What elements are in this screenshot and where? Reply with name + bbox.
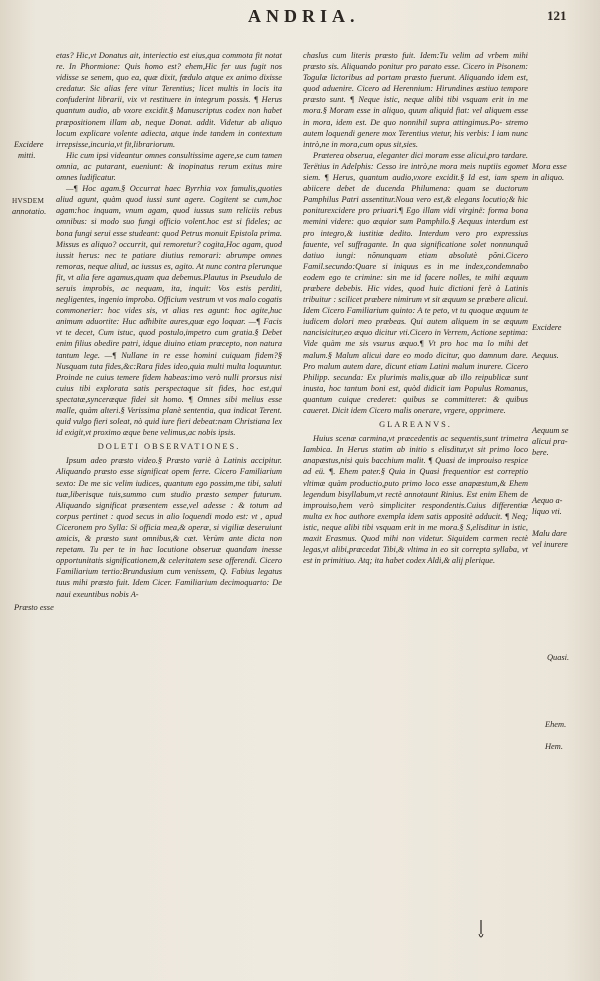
- margin-note: in aliquo.: [532, 173, 565, 182]
- margin-note: liquo vti.: [532, 507, 562, 516]
- paragraph: etas? Hic,vt Donatus ait, interiectio est eius,qua commota fit notat re. In Phormione: Quis homo est? ehem,Hic fer uus fugit nos vidisse se senem, quo ea, quæ dixit, fœdulo atque ex animo dixisse credatur. Sic alias fere vitur Terentius; licet multis in locis ita confuderint librarii, vix vt restituere in integrum possis. ¶ Herus quantum audio, ab vxore excidit.§ Manuscriptus codex non habet præpositionem illam ab, neque Donat. addit. Videtur ab aliquo locum explicare volente adiecta, atque inde tandem in contextum irrepsisse,incuria,vt fit,librariorum.: [56, 51, 282, 149]
- paragraph: —¶ Hoc agam.§ Occurrat haec Byrrhia vox famulis,quoties aliud agunt, quàm quod iussi sunt agere. Cogitent se cum,hoc agam:hoc inquam, vnum agam, quod iussus sum reliciis rebus omnibus: si modo suo fungi officio volent.hoc est si fideles; ac bona fungi serui esse studeant: quod Petrus monuit Epistola prima. Missus es aliquo? occurrit, qui remoretur? cogita,Hoc agam, quod iussit herus: nec te patiare diutius remorari: abrumpe omnes remoras, neque aliud, ac iussus es, agito. At nunc contra plerunque fit, vt alia fere agamus,quam qua debemus.Plautus in Pseudulo de seruis improbis, ac nequam, ita, inquit: Vos estis perditi, negligentes, ingenio improbo. Officium vestrum vt vos malo cogatis commonerier: hoc vides sis, vt alias res agunt: hoc agite,huc animum aduortite: Huc adhibite aures,quæ ego loquar. —¶ Facis vt te decet, Cum istuc, quod postulo,impetro cum gratia.§ Debet enim filius obedire patri, idque diuino etiam præcepto, non natura tantum lege. —¶ Nullane in re esse homini cuiquam fidem?§ Nusquam tuta fides,&c:Rara fides ideo,quia multi multa loquuntur. Proinde ne cuius temere fidem habeas:imo verò nulli prorsus nisi cuius tibi explorata satis perspectaque sit fides, hoc est,qui spectatæ,synceræque fidei sit homo. ¶ Omnes sibi melius esse malle, quàm alteri.§ Verissima planè sententia, qua indicat Terent. quid vulgo fieri soleat, nò quid iure fieri debeat:nam Christiana lex id exigit,vt proximo æque bene velimus,ac nobis ipsis.: [56, 184, 282, 438]
- margin-note: mitti.: [18, 151, 36, 160]
- margin-note: Hem.: [545, 742, 563, 751]
- paragraph: Huius scenæ carmina,vt præcedentis ac sequentis,sunt trimetra Iambica. In Herus statim ab initio s elisditur,vt sit primo loco anapæstus,nisi quis bacchium malit. ¶ Quasi de improuiso respice ad eü. ¶. Ehem pater.§ Quia in Quasi frequentior est correptio vltimæ quàm productio,puto primo loco esse anapæstum,& Ehem legendum bisyllabum,vt rectè annotaunt Rinius. Est enim Ehem de improuiso,hem verò simpliciter respondentis.Cuius differentiæ multa ex hoc authore exempla idem satis appositè adducit. ¶ Neq; istic, neque alibi tibi vsquam erit in me mora.§ S,elisditur in istic, maxit Erasmus. Quod mihi non videtur. Siquidem carmen rectè legas,vt alibi,præcedat Tibi,& vltima in eo sit correpta syllaba, vt est in primitiuo. Atq; ita habet codex Aldi,& alij plerique.: [303, 434, 528, 566]
- paragraph: Ipsum adeo præsto video.§ Præsto variè à Latinis accipitur. Aliquando præsto esse significat opem ferre. Cicero Familiarium sexto: De me sic velim iudices, quantum ego possim,me tibi, saluti tuæ,liberisque tuis,summo cum studio præsto semper futurum. Aliquando significat præsentem esse,vel adesse : & totum ad corpus pertinet : quod secus in alio loquendi modo est: vt , apud Ciceronem pro Sylla: Si officia mea,& operæ, si vigiliæ deseruiunt amicis, & præsto sunt omnibus,& cæt. Verùm ante dicta non repetam. Tu per te in hac locutione obseruæ quandam inesse opportunitatis significationem,& celeritatem sese offerendi. Cicero Familiarium tertio:Brundusium cum venissem, Q. Fabius legatus tuus mihi præsto fuit. Idem Cicer. Familiarium decimoquarto: De naui exeuntibus nobis A-: [56, 456, 282, 599]
- paragraph: Præterea obserua, eleganter dici moram esse alicui,pro tardare. Terëtius in Adelphis: Cesso ire intrò,ne mora meis nuptiis egomet siem. ¶ Herus, quantum audio,vxore excidit.§ Id est, iam spem abiicere debet de ducenda Philumena: quam se ductorum Pamphilus Patri assentitur.Noua vero est,& elegans locutio;& hic poniturexcidere pro priuari.¶ Ego illam vidi virginë: forma bona memini videre: quo æquior sum Pamphilo.§ Aequus interdum est pro integro,& iustitiæ dedito. Interdum vero pro expressius fauente, vel suffragante. In qua significatione solet nonnunquã datiuo iungi: nõnunquam etiam absolutè põni.Cicero Famil.secundo:Quare si iniquus es in me index,condemnabo eodem ego te crimine: sin me id facere nolles, te mihi æquum præbere debebis. Hic vides, quod huic dictioni ferè à Latinis tribuitur : scilicet præbere nimirum vt sit æquum se præbere alicui. Idem Cicero Familiarium quinto: A te peto, vt tu quoque æquum te iudicem dolori meo præbeas. Qui autem aliquem in se æquum nancisicitur,eo æquo dicitur vti.Cicero in Verrem, Actione septima: Vide quàm me sis vsurus æquo.¶ Vt pro hoc ma lo mihi det malum.§ Malum alicui dare eo modo dicitur, quo damnum dare. Pro malum autem dare, dicunt etiam Latini malum inurere. Cicero Philipp. secunda: Ex plurimis malis,quæ ab illo reipublicæ sunt inusta, hoc tantum boni est, quòd didicit iam Populus Romanus, quantum cuique crederet: quibus se committeret: & quibus caueret. Dicit idem Cicero malis onerare, vrgere, opprimere.: [303, 150, 528, 415]
- right-text-column: [303, 50, 528, 566]
- left-text-column: [56, 50, 282, 600]
- margin-note: Aequus.: [532, 351, 559, 360]
- running-title: ANDRIA.: [248, 6, 360, 26]
- margin-note: Aequo a-: [532, 496, 563, 505]
- margin-note: bere.: [532, 448, 549, 457]
- running-head: [0, 2, 600, 30]
- margin-note: Mora esse: [532, 162, 567, 171]
- margin-note: vel inurere: [532, 540, 568, 549]
- margin-note: alicui pra-: [532, 437, 568, 446]
- page-number: 121: [547, 8, 567, 23]
- margin-note: Excidere: [532, 323, 562, 332]
- margin-note: Quasi.: [547, 653, 570, 662]
- margin-note: Præsto esse: [14, 603, 54, 612]
- section-heading-doleti: DOLETI OBSERVATIONES.: [97, 442, 241, 452]
- margin-note: Excidere: [14, 140, 44, 149]
- paragraph: chaslus cum literis præsto fuit. Idem:Tu velim ad vrbem mihi præsto sis. Aliquando ponitur pro parato esse. Cicero in Pisonem: Togulæ lictoribus ad portam præsto fuerunt. Aliquando idem est, quod aduenire. Cicero ad Herennium: Hirundines æstiuo tempore præsto sunt. ¶ Neque istic, neque alibi tibi vsquam erit in me mora.§ Moram esse in aliquo, quum aliquid fiat: vel aliquem esse in mora, idem est. De quo nonnihil supra attingimus.Po- stremo autem loquendi genere mox Terentius vtetur, his verbis: I iam nunc intrò,ne in mora,cum opus sit,sies.: [303, 51, 528, 149]
- margin-note: Ehem.: [545, 720, 567, 729]
- margin-note: Aequum se: [532, 426, 569, 435]
- paragraph: Hic cum ipsi videantur omnes consultissime agere,se cum tamen omnia, ac putarant, eueniunt: & inopinatus rerum exitus mire omnes ludificatur.: [56, 150, 282, 183]
- section-heading-glareanus: GLAREANVS.: [379, 420, 452, 430]
- margin-note: Malu dare: [532, 529, 567, 538]
- margin-note: annotatio.: [12, 207, 47, 216]
- margin-note: HVSDEM: [12, 197, 45, 205]
- ink-mark-icon: [476, 918, 486, 942]
